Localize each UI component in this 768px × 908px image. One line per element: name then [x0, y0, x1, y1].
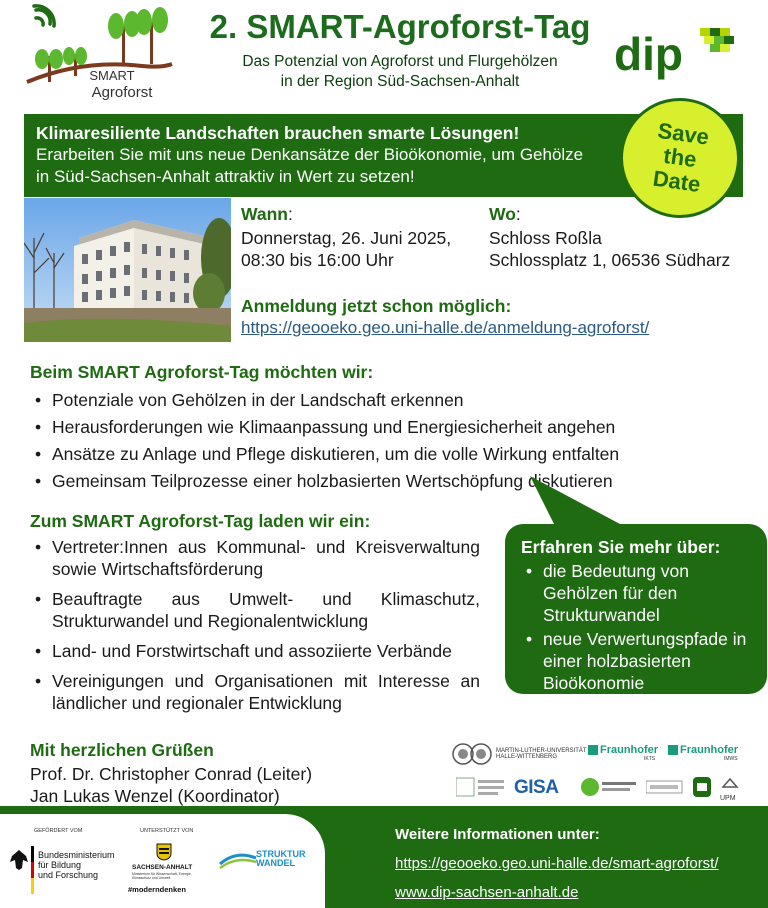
hashtag-moderndenken: #moderndenken	[128, 885, 186, 894]
mlu-name-line-1: MARTIN-LUTHER-UNIVERSITÄT	[496, 748, 587, 754]
learn-more-bubble	[505, 524, 767, 694]
page-subtitle	[210, 52, 590, 92]
where-block	[489, 204, 730, 271]
strukturwandel-line-2: WANDEL	[256, 858, 295, 868]
strukturwandel-swoosh-icon	[218, 848, 258, 870]
funded-by-label: GEFÖRDERT VOM	[34, 828, 83, 834]
upm-emblem-icon	[720, 777, 740, 789]
invite-item: • Vertreter:Innen aus Kommunal- und Kreisverwaltung sowie Wirtschaftsförderung	[30, 536, 480, 580]
save-date-line-2: the	[661, 142, 699, 173]
mlu-seal-icon	[452, 742, 492, 766]
upm-logo	[720, 776, 740, 802]
fraunhofer-ikts-name: Fraunhofer	[600, 744, 659, 756]
dbfz-logo-icon	[646, 778, 686, 796]
logo-agroforst-text: Agroforst	[91, 84, 153, 101]
bmbf-line-3: und Forschung	[38, 870, 99, 880]
when-time: 08:30 bis 16:00 Uhr	[241, 250, 394, 270]
dlg-logo-icon	[692, 776, 712, 798]
bmbf-line-1: Bundesministerium	[38, 850, 115, 860]
sachsen-anhalt-crest-icon	[156, 843, 172, 861]
fraunhofer-imws-sub: IMWS	[724, 756, 738, 762]
learn-more-heading: Erfahren Sie mehr über:	[521, 537, 721, 557]
strukturwandel-logo	[256, 850, 306, 868]
save-date-line-1: Save	[656, 117, 711, 150]
fraunhofer-imws-logo	[668, 744, 738, 762]
goal-item: • Herausforderungen wie Klimaanpassung und Energiesicherheit angehen	[30, 416, 730, 438]
when-block	[241, 204, 451, 271]
greeting-block	[30, 740, 312, 807]
subtitle-line-2: in der Region Süd-Sachsen-Anhalt	[280, 73, 520, 90]
mlu-logo	[496, 748, 587, 760]
pixel-icon	[700, 28, 734, 52]
learn-more-item: • die Bedeutung von Gehölzen für den Strukturwandel	[521, 560, 751, 626]
fraunhofer-icon	[668, 745, 678, 755]
ministry-name: Ministerium für Wissenschaft, Energie, Klimaschutz und Umwelt	[132, 872, 192, 880]
greeting-person-2: Jan Lukas Wenzel (Koordinator)	[30, 786, 280, 806]
where-place: Schloss Roßla	[489, 228, 602, 248]
greeting-heading: Mit herzlichen Grüßen	[30, 740, 214, 760]
goal-item: • Potenziale von Gehölzen in der Landschaft erkennen	[30, 389, 730, 411]
when-label: Wann:	[241, 204, 293, 224]
fraunhofer-icon	[588, 745, 598, 755]
goal-item: • Ansätze zu Anlage und Pflege diskutieren, um die volle Wirkung entfalten	[30, 443, 730, 465]
bmbf-line-2: für Bildung	[38, 860, 82, 870]
registration-label: Anmeldung jetzt schon möglich:	[241, 296, 512, 316]
sachsen-anhalt-name: SACHSEN-ANHALT	[132, 864, 193, 871]
banner-headline: Klimaresiliente Landschaften brauchen smarte Lösungen!	[36, 123, 520, 143]
signal-icon	[34, 6, 54, 26]
dip-logo-text: dip	[614, 28, 683, 80]
invite-item: • Beauftragte aus Umwelt- und Klimaschutz, Strukturwandel und Regionalentwicklung	[30, 588, 480, 632]
learn-more-item: • neue Verwertungspfade in einer holzbasierten Bioökonomie	[521, 628, 751, 694]
when-date: Donnerstag, 26. Juni 2025,	[241, 228, 452, 248]
dip-logo	[612, 22, 742, 82]
save-date-line-3: Date	[651, 165, 703, 197]
page-title: 2. SMART-Agroforst-Tag	[209, 8, 591, 45]
banner-body: Erarbeiten Sie mit uns neue Denkansätze der Bioökonomie, um Gehölze in Süd-Sachsen-Anhalt attraktiv in Wert zu setzen!	[36, 145, 584, 186]
federal-flag-stripe	[31, 846, 34, 894]
fraunhofer-ikts-sub: IKTS	[644, 756, 656, 762]
goals-heading: Beim SMART Agroforst-Tag möchten wir:	[30, 362, 374, 382]
further-info	[395, 826, 719, 908]
ibe-logo-icon	[580, 776, 638, 798]
where-label: Wo:	[489, 204, 521, 224]
invite-item: • Vereinigungen und Organisationen mit Interesse an ländlicher und regionaler Entwicklung	[30, 670, 480, 714]
gisa-logo: GISA	[514, 777, 559, 798]
goals-section	[30, 362, 730, 492]
smart-agroforst-link[interactable]: https://geooeko.geo.uni-halle.de/smart-agroforst/	[395, 855, 719, 872]
invite-item: • Land- und Forstwirtschaft und assoziierte Verbände	[30, 640, 480, 662]
bmbf-logo	[38, 850, 115, 880]
dip-website-link[interactable]: www.dip-sachsen-anhalt.de	[395, 884, 579, 901]
upm-name: UPM	[720, 795, 736, 802]
invite-section	[30, 511, 480, 714]
where-address: Schlossplatz 1, 06536 Südharz	[489, 250, 731, 270]
strukturwandel-line-1: STRUKTUR	[256, 849, 306, 859]
smart-agroforst-logo	[22, 4, 187, 102]
federal-eagle-icon	[8, 848, 30, 872]
mlu-name-line-2: HALLE-WITTENBERG	[496, 754, 558, 760]
fraunhofer-ikts-logo	[588, 744, 658, 762]
partner-logos	[452, 742, 752, 802]
greeting-person-1: Prof. Dr. Christopher Conrad (Leiter)	[30, 764, 313, 784]
castle-photo	[24, 198, 231, 342]
small-partner-logo-icon	[456, 776, 506, 798]
goal-item: • Gemeinsam Teilprozesse einer holzbasierten Wertschöpfung diskutieren	[30, 470, 730, 492]
logo-smart-text: SMART	[89, 68, 135, 83]
subtitle-line-1: Das Potenzial von Agroforst und Flurgehölzen	[242, 53, 558, 70]
fraunhofer-imws-name: Fraunhofer	[680, 744, 739, 756]
further-info-heading: Weitere Informationen unter:	[395, 826, 600, 843]
supported-by-label: UNTERSTÜTZT VON	[140, 828, 194, 834]
registration-link[interactable]: https://geooeko.geo.uni-halle.de/anmeldung-agroforst/	[241, 318, 650, 337]
invite-heading: Zum SMART Agroforst-Tag laden wir ein:	[30, 511, 371, 531]
